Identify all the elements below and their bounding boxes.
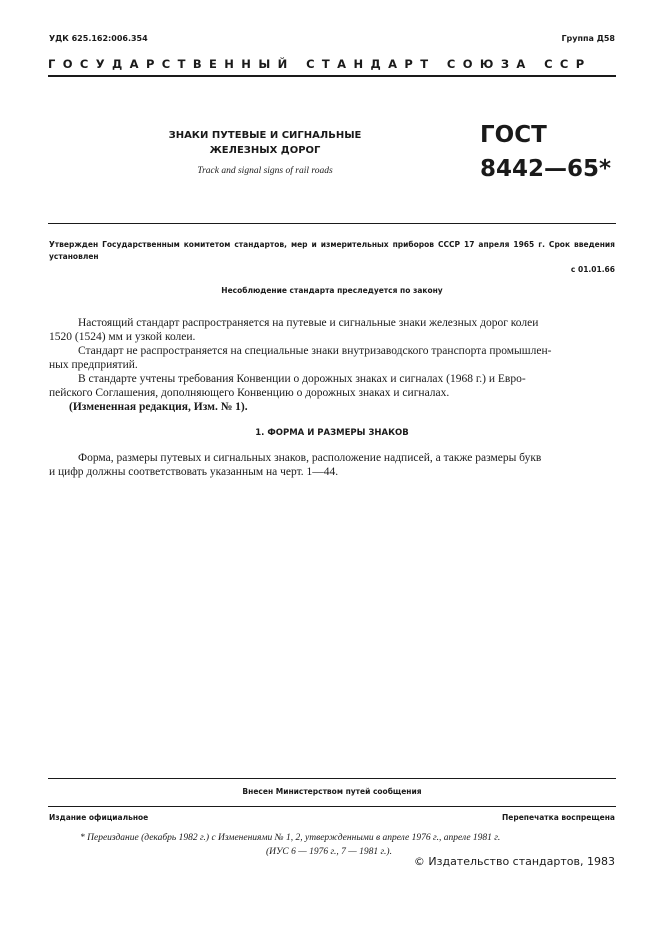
footnote-line-1: * Переиздание (декабрь 1982 г.) с Изменениями № 1, 2, утвержденными в апреле 1976 г., апреле 1981 г.: [80, 833, 501, 843]
approval-text: Утвержден Государственным комитетом стандартов, мер и измерительных приборов СССР 17 апреля 1965 г. Срок введения установлен: [49, 240, 615, 261]
section-1-line-2: и цифр должны соответствовать указанным на черт. 1—44.: [49, 466, 339, 478]
paragraph-2: [49, 344, 615, 372]
section-1-body: [49, 451, 615, 479]
nonobservance-note: Несоблюдение стандарта преследуется по закону: [221, 286, 443, 295]
effective-date: с 01.01.66: [570, 265, 615, 274]
reprint-prohibited: Перепечатка воспрещена: [501, 813, 615, 822]
paragraph-3-line-2: пейского Соглашения, дополняющего Конвенцию о дорожных знаках и сигналах.: [49, 387, 450, 399]
paragraph-4: (Измененная редакция, Изм. № 1).: [69, 401, 248, 413]
title-rule: [48, 223, 616, 224]
section-1-line-1: Форма, размеры путевых и сигнальных знаков, расположение надписей, а также размеры букв: [78, 452, 542, 464]
document-title: [160, 128, 370, 158]
gost-number: 8442—65*: [480, 156, 612, 182]
introduced-by: Внесен Министерством путей сообщения: [242, 787, 422, 796]
header-rule: [48, 75, 616, 77]
english-title: Track and signal signs of rail roads: [197, 166, 333, 176]
paragraph-1: [49, 316, 615, 344]
footnote-line-2: (ИУС 6 — 1976 г., 7 — 1981 г.).: [266, 847, 392, 857]
group-code: Группа Д58: [561, 34, 615, 43]
udk-code: УДК 625.162:006.354: [49, 34, 148, 43]
gost-label: ГОСТ: [480, 122, 547, 148]
paragraph-1-line-2: 1520 (1524) мм и узкой колеи.: [49, 331, 196, 343]
official-edition: Издание официальное: [49, 813, 149, 822]
title-line-1: ЗНАКИ ПУТЕВЫЕ И СИГНАЛЬНЫЕ: [168, 130, 362, 141]
title-line-2: ЖЕЛЕЗНЫХ ДОРОГ: [209, 145, 321, 156]
copyright: © Издательство стандартов, 1983: [413, 855, 615, 868]
state-standard-banner: ГОСУДАРСТВЕННЫЙ СТАНДАРТ СОЮЗА ССР: [48, 57, 592, 71]
paragraph-3: [49, 372, 615, 400]
paragraph-2-line-2: ных предприятий.: [49, 359, 138, 371]
intro-paragraphs: [49, 316, 615, 414]
paragraph-1-line-1: Настоящий стандарт распространяется на путевые и сигнальные знаки железных дорог колеи: [78, 317, 539, 329]
section-1-heading: 1. ФОРМА И РАЗМЕРЫ ЗНАКОВ: [255, 428, 409, 438]
paragraph-3-line-1: В стандарте учтены требования Конвенции о дорожных знаках и сигналах (1968 г.) и Евро-: [78, 373, 526, 385]
paragraph-2-line-1: Стандарт не распространяется на специальные знаки внутризаводского транспорта промышлен-: [78, 345, 552, 357]
footer-rule-bottom: [48, 806, 616, 807]
footer-rule-top: [48, 778, 616, 779]
